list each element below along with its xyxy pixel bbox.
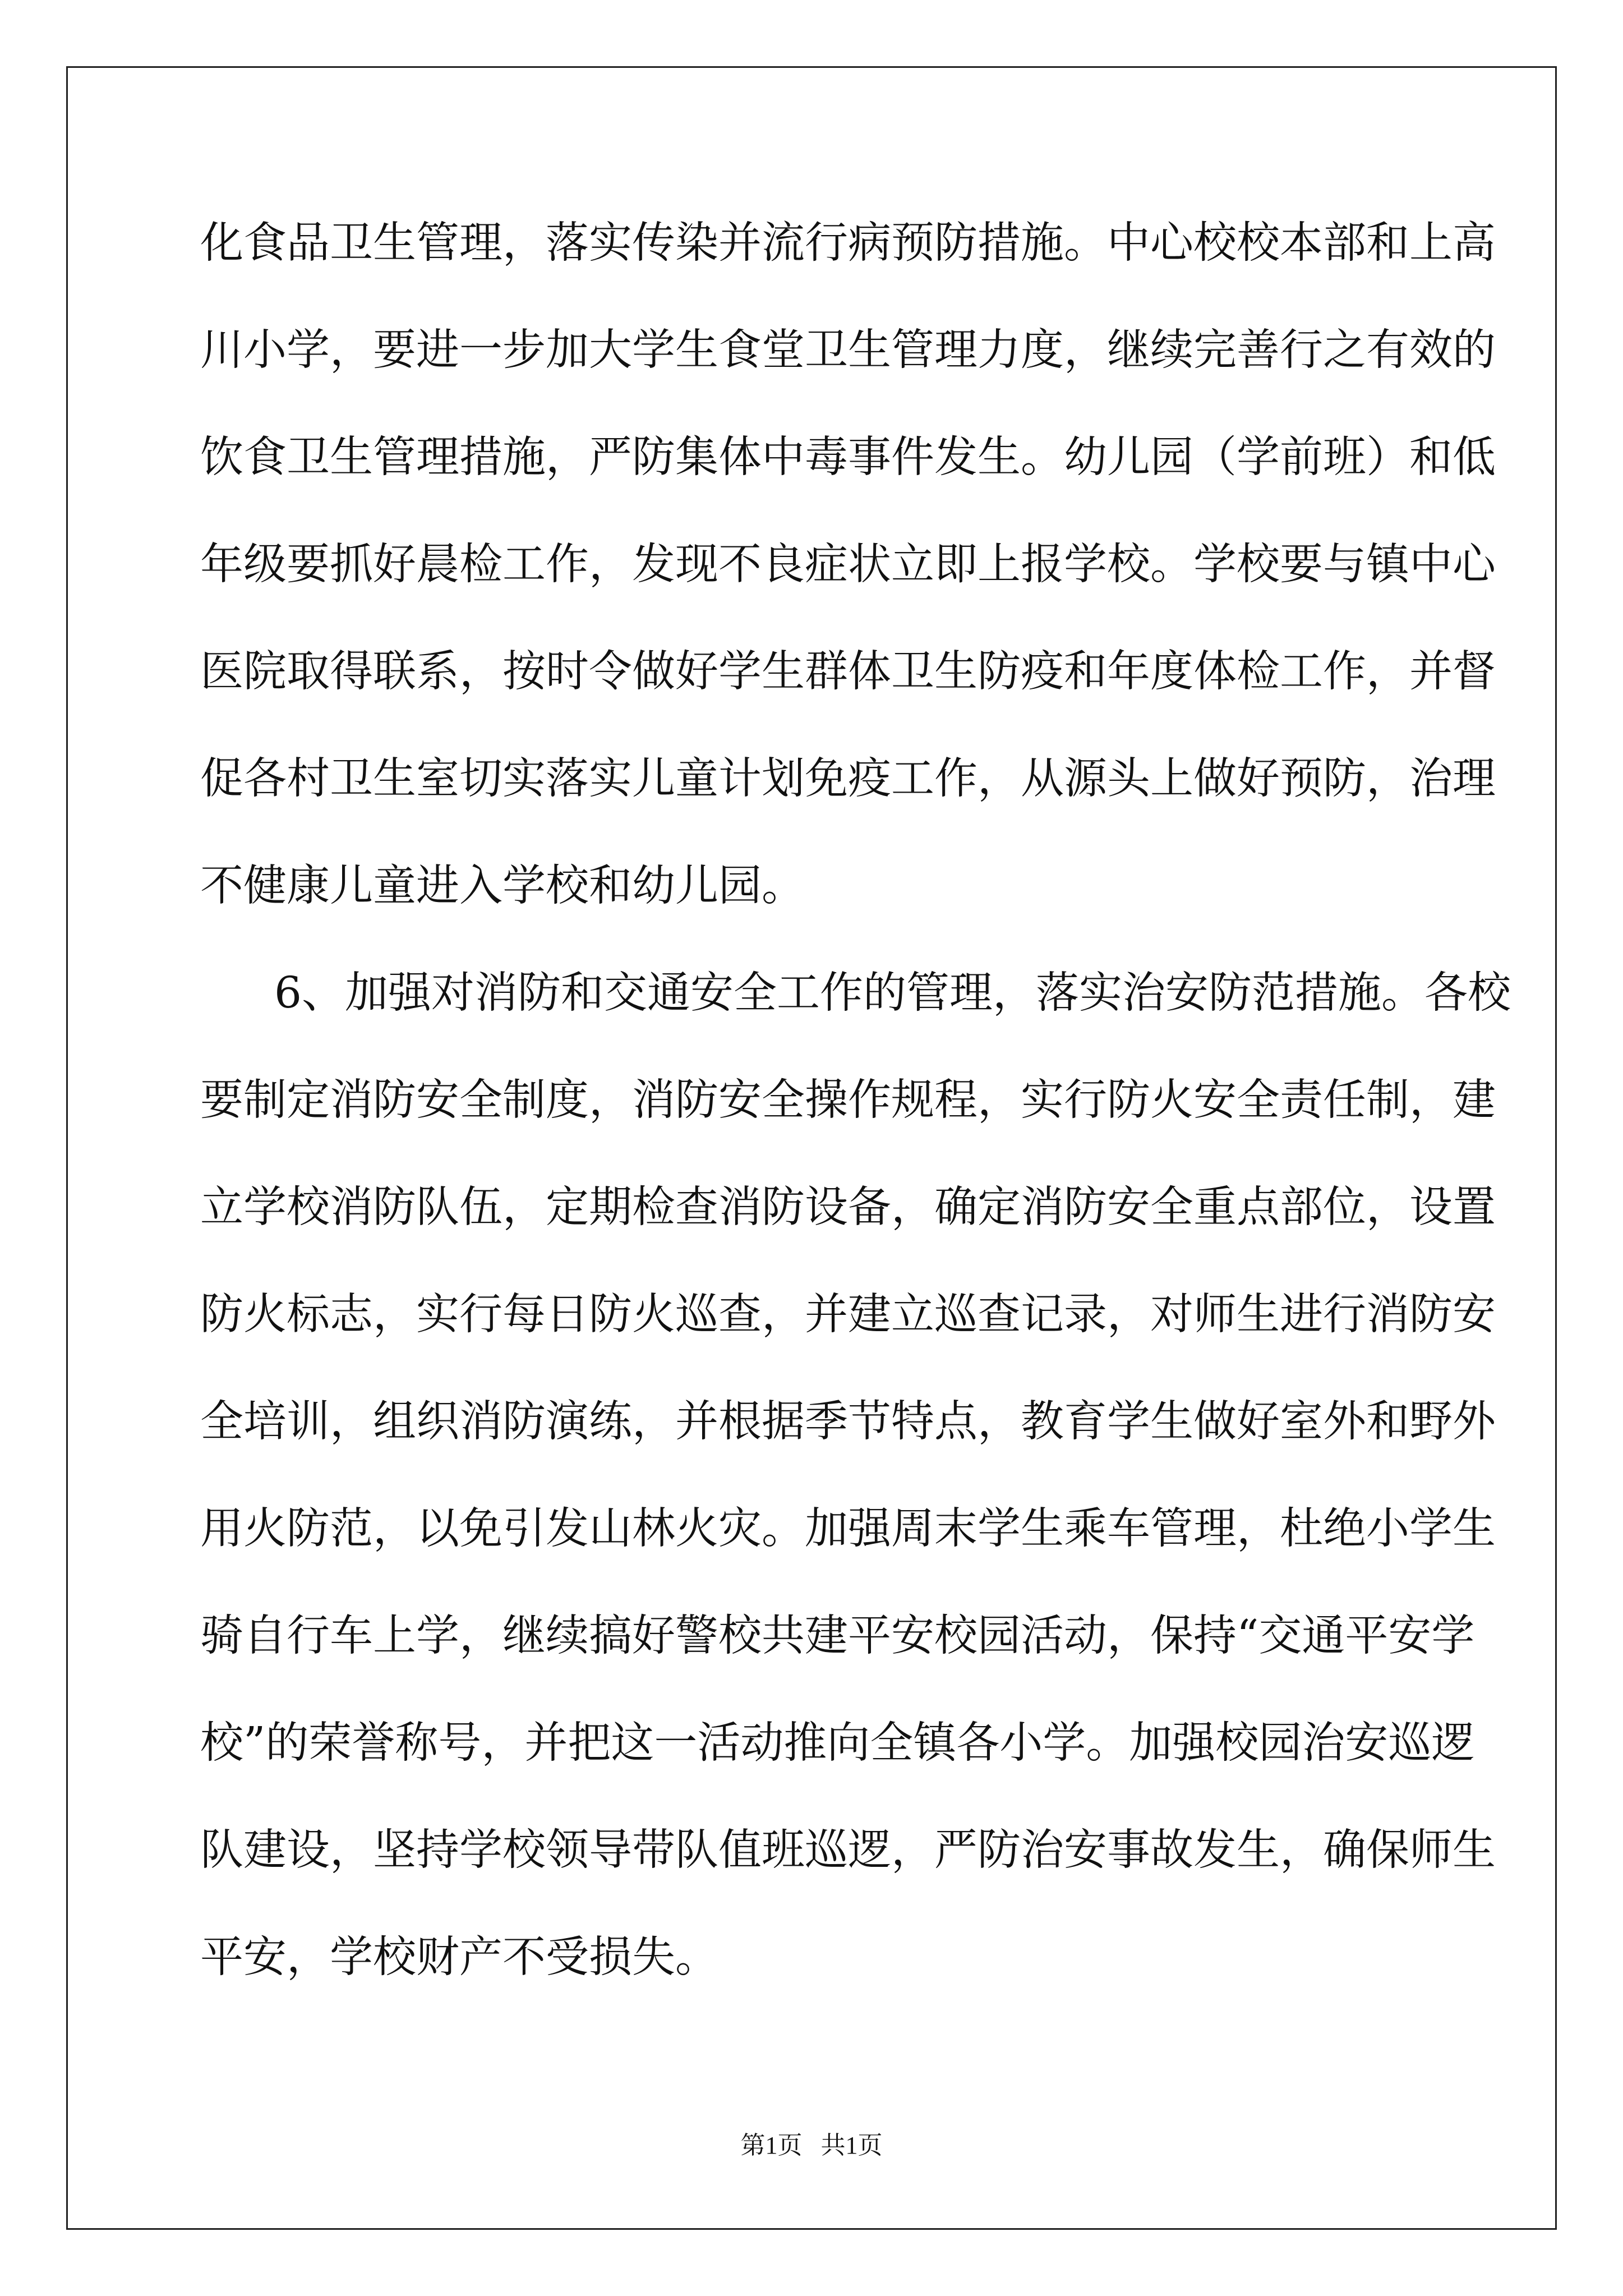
paragraph-first-line: 6、加强对消防和交通安全工作的管理，落实治安防范措施。各校 bbox=[274, 968, 1511, 1018]
text-line: 队建设，坚持学校领导带队值班巡逻，严防治安事故发生，确保师生 bbox=[200, 1825, 1496, 1875]
text-line: 川小学，要进一步加大学生食堂卫生管理力度，继续完善行之有效的 bbox=[200, 325, 1496, 375]
text-line: 医院取得联系，按时令做好学生群体卫生防疫和年度体检工作，并督 bbox=[200, 647, 1496, 697]
text-line: 年级要抓好晨检工作，发现不良症状立即上报学校。学校要与镇中心 bbox=[200, 540, 1496, 590]
page-number: 第1页 bbox=[740, 2132, 803, 2159]
text-line: 全培训，组织消防演练，并根据季节特点，教育学生做好室外和野外 bbox=[200, 1397, 1496, 1447]
text-line: 平安，学校财产不受损失。 bbox=[200, 1932, 718, 1982]
text-line: 立学校消防队伍，定期检查消防设备，确定消防安全重点部位，设置 bbox=[200, 1182, 1496, 1232]
text-line: 促各村卫生室切实落实儿童计划免疫工作，从源头上做好预防，治理 bbox=[200, 754, 1496, 804]
page-footer bbox=[0, 2129, 1623, 2162]
text-line: 防火标志，实行每日防火巡查，并建立巡查记录，对师生进行消防安 bbox=[200, 1290, 1496, 1340]
text-line: 不健康儿童进入学校和幼儿园。 bbox=[200, 861, 805, 911]
text-line: 校”的荣誉称号，并把这一活动推向全镇各小学。加强校园治安巡逻 bbox=[200, 1718, 1475, 1768]
text-line: 骑自行车上学，继续搞好警校共建平安校园活动，保持“交通平安学 bbox=[200, 1611, 1475, 1661]
text-line: 用火防范，以免引发山林火灾。加强周末学生乘车管理，杜绝小学生 bbox=[200, 1504, 1496, 1554]
text-line: 要制定消防安全制度，消防安全操作规程，实行防火安全责任制，建 bbox=[200, 1075, 1496, 1125]
page-total: 共1页 bbox=[820, 2132, 883, 2159]
text-line: 饮食卫生管理措施，严防集体中毒事件发生。幼儿园（学前班）和低 bbox=[200, 432, 1496, 482]
text-line: 化食品卫生管理，落实传染并流行病预防措施。中心校校本部和上高 bbox=[200, 218, 1496, 268]
page-border bbox=[66, 66, 1557, 2230]
